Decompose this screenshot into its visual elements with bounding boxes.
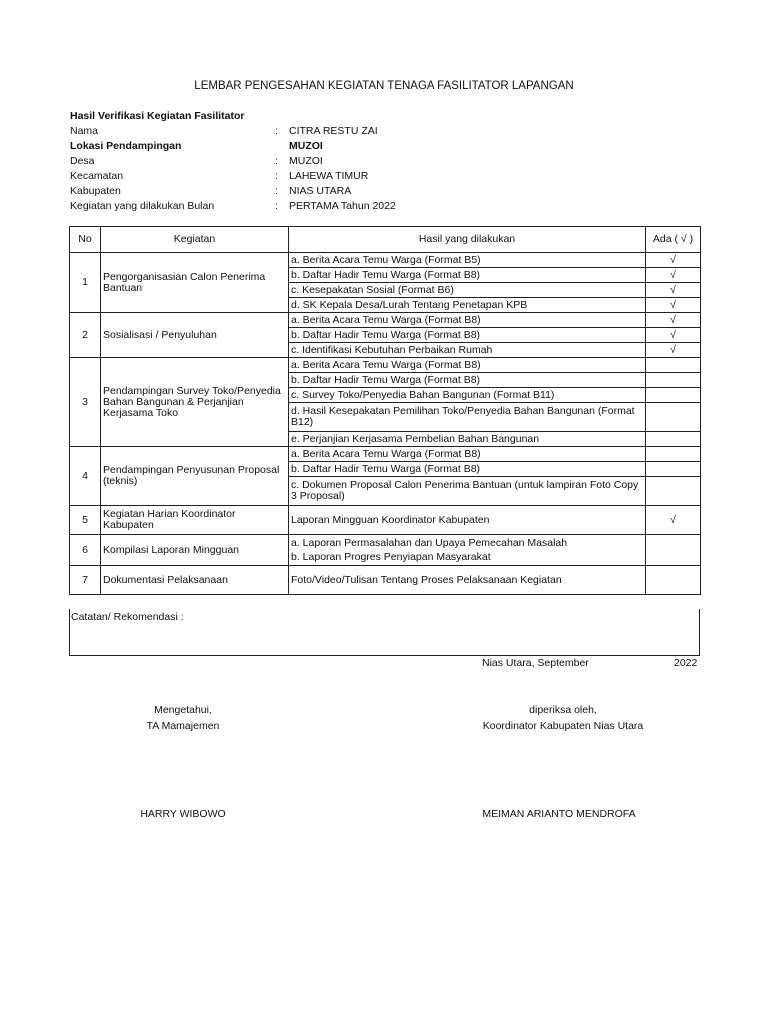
table-row <box>70 447 701 462</box>
header-no: No <box>70 227 101 253</box>
cell-ada: √ <box>646 283 701 298</box>
cell-ada <box>646 462 701 477</box>
field-value: NIAS UTARA <box>289 185 352 197</box>
cell-ada: √ <box>646 313 701 328</box>
left-signature-name: HARRY WIBOWO <box>140 808 226 820</box>
cell-no: 5 <box>70 506 101 535</box>
cell-hasil: d. SK Kepala Desa/Lurah Tentang Penetapan KPB <box>289 298 646 313</box>
cell-ada <box>646 566 701 595</box>
cell-hasil: b. Daftar Hadir Temu Warga (Format B8) <box>289 328 646 343</box>
cell-no: 1 <box>70 253 101 313</box>
field-label: Lokasi Pendampingan <box>70 140 182 152</box>
header-field <box>70 170 710 185</box>
header-hasil: Hasil yang dilakukan <box>289 227 646 253</box>
cell-hasil: b. Daftar Hadir Temu Warga (Format B8) <box>289 462 646 477</box>
cell-ada <box>646 477 701 506</box>
cell-ada <box>646 388 701 403</box>
cell-kegiatan: Pendampingan Survey Toko/Penyedia Bahan Bangunan & Perjanjian Kerjasama Toko <box>101 358 289 447</box>
header-field <box>70 185 710 200</box>
right-sig-line1: diperiksa oleh, <box>529 704 597 716</box>
document-title: LEMBAR PENGESAHAN KEGIATAN TENAGA FASILITATOR LAPANGAN <box>194 80 574 92</box>
cell-ada: √ <box>646 253 701 268</box>
header-kegiatan: Kegiatan <box>101 227 289 253</box>
field-value: LAHEWA TIMUR <box>289 170 369 182</box>
field-value: PERTAMA Tahun 2022 <box>289 200 396 212</box>
cell-kegiatan: Kegiatan Harian Koordinator Kabupaten <box>101 506 289 535</box>
header-field <box>70 155 710 170</box>
right-signature-name: MEIMAN ARIANTO MENDROFA <box>482 808 636 820</box>
cell-no: 4 <box>70 447 101 506</box>
hasil-line: b. Laporan Progres Penyiapan Masyarakat <box>291 551 491 563</box>
field-label: Desa <box>70 155 95 167</box>
activity-table <box>69 226 701 595</box>
cell-ada: √ <box>646 268 701 283</box>
hasil-line: a. Laporan Permasalahan dan Upaya Pemecahan Masalah <box>291 537 568 549</box>
cell-kegiatan: Kompilasi Laporan Mingguan <box>101 535 289 566</box>
header-field <box>70 140 710 155</box>
cell-ada <box>646 403 701 432</box>
field-colon: : <box>275 170 278 182</box>
field-colon: : <box>275 155 278 167</box>
cell-hasil: e. Perjanjian Kerjasama Pembelian Bahan Bangunan <box>289 432 646 447</box>
cell-hasil: a. Berita Acara Temu Warga (Format B8) <box>289 358 646 373</box>
field-value: MUZOI <box>289 155 323 167</box>
table-header-row <box>70 227 701 253</box>
cell-ada <box>646 358 701 373</box>
cell-no: 7 <box>70 566 101 595</box>
cell-no: 6 <box>70 535 101 566</box>
verification-header <box>70 110 710 215</box>
notes-box <box>69 609 700 656</box>
cell-ada <box>646 432 701 447</box>
table-row <box>70 253 701 268</box>
cell-ada: √ <box>646 298 701 313</box>
cell-hasil <box>289 535 646 566</box>
table-row <box>70 566 701 595</box>
cell-hasil: c. Identifikasi Kebutuhan Perbaikan Rumah <box>289 343 646 358</box>
cell-hasil: c. Survey Toko/Penyedia Bahan Bangunan (Format B11) <box>289 388 646 403</box>
cell-ada <box>646 535 701 566</box>
field-value: CITRA RESTU ZAI <box>289 125 378 137</box>
right-signature-block <box>463 704 663 732</box>
cell-hasil: a. Berita Acara Temu Warga (Format B8) <box>289 313 646 328</box>
table-row <box>70 506 701 535</box>
left-sig-line1: Mengetahui, <box>154 704 212 716</box>
cell-hasil: c. Dokumen Proposal Calon Penerima Bantuan (untuk lampiran Foto Copy 3 Proposal) <box>289 477 646 506</box>
cell-hasil: Laporan Mingguan Koordinator Kabupaten <box>289 506 646 535</box>
field-label: Kabupaten <box>70 185 121 197</box>
table-body <box>70 253 701 595</box>
field-value: MUZOI <box>289 140 323 152</box>
cell-ada: √ <box>646 506 701 535</box>
year: 2022 <box>674 657 698 669</box>
table-row <box>70 313 701 328</box>
cell-hasil: a. Berita Acara Temu Warga (Format B8) <box>289 447 646 462</box>
cell-ada: √ <box>646 328 701 343</box>
cell-kegiatan: Pendampingan Penyusunan Proposal (teknis) <box>101 447 289 506</box>
cell-kegiatan: Dokumentasi Pelaksanaan <box>101 566 289 595</box>
right-sig-line2: Koordinator Kabupaten Nias Utara <box>482 720 644 732</box>
header-fields <box>70 125 710 215</box>
cell-no: 3 <box>70 358 101 447</box>
header-field <box>70 125 710 140</box>
notes-label: Catatan/ Rekomendasi : <box>71 611 184 623</box>
left-signature-block <box>103 704 263 732</box>
left-sig-line2: TA Mamajemen <box>146 720 220 732</box>
cell-kegiatan: Sosialisasi / Penyuluhan <box>101 313 289 358</box>
cell-hasil: b. Daftar Hadir Temu Warga (Format B8) <box>289 373 646 388</box>
cell-hasil: a. Berita Acara Temu Warga (Format B5) <box>289 253 646 268</box>
field-colon: : <box>275 200 278 212</box>
cell-hasil: Foto/Video/Tulisan Tentang Proses Pelaksanaan Kegiatan <box>289 566 646 595</box>
section-title: Hasil Verifikasi Kegiatan Fasilitator <box>70 110 245 122</box>
field-label: Kecamatan <box>70 170 124 182</box>
header-ada: Ada ( √ ) <box>646 227 701 253</box>
cell-hasil: c. Kesepakatan Sosial (Format B6) <box>289 283 646 298</box>
cell-kegiatan: Pengorganisasian Calon Penerima Bantuan <box>101 253 289 313</box>
field-colon: : <box>275 125 278 137</box>
header-field <box>70 200 710 215</box>
cell-hasil: b. Daftar Hadir Temu Warga (Format B8) <box>289 268 646 283</box>
place-date: Nias Utara, September <box>482 657 589 669</box>
cell-ada <box>646 447 701 462</box>
field-label: Kegiatan yang dilakukan Bulan <box>70 200 215 212</box>
cell-ada <box>646 373 701 388</box>
table-row <box>70 358 701 373</box>
cell-hasil: d. Hasil Kesepakatan Pemilihan Toko/Penyedia Bahan Bangunan (Format B12) <box>289 403 646 432</box>
field-colon: : <box>275 185 278 197</box>
field-label: Nama <box>70 125 99 137</box>
cell-no: 2 <box>70 313 101 358</box>
table-row <box>70 535 701 566</box>
cell-ada: √ <box>646 343 701 358</box>
